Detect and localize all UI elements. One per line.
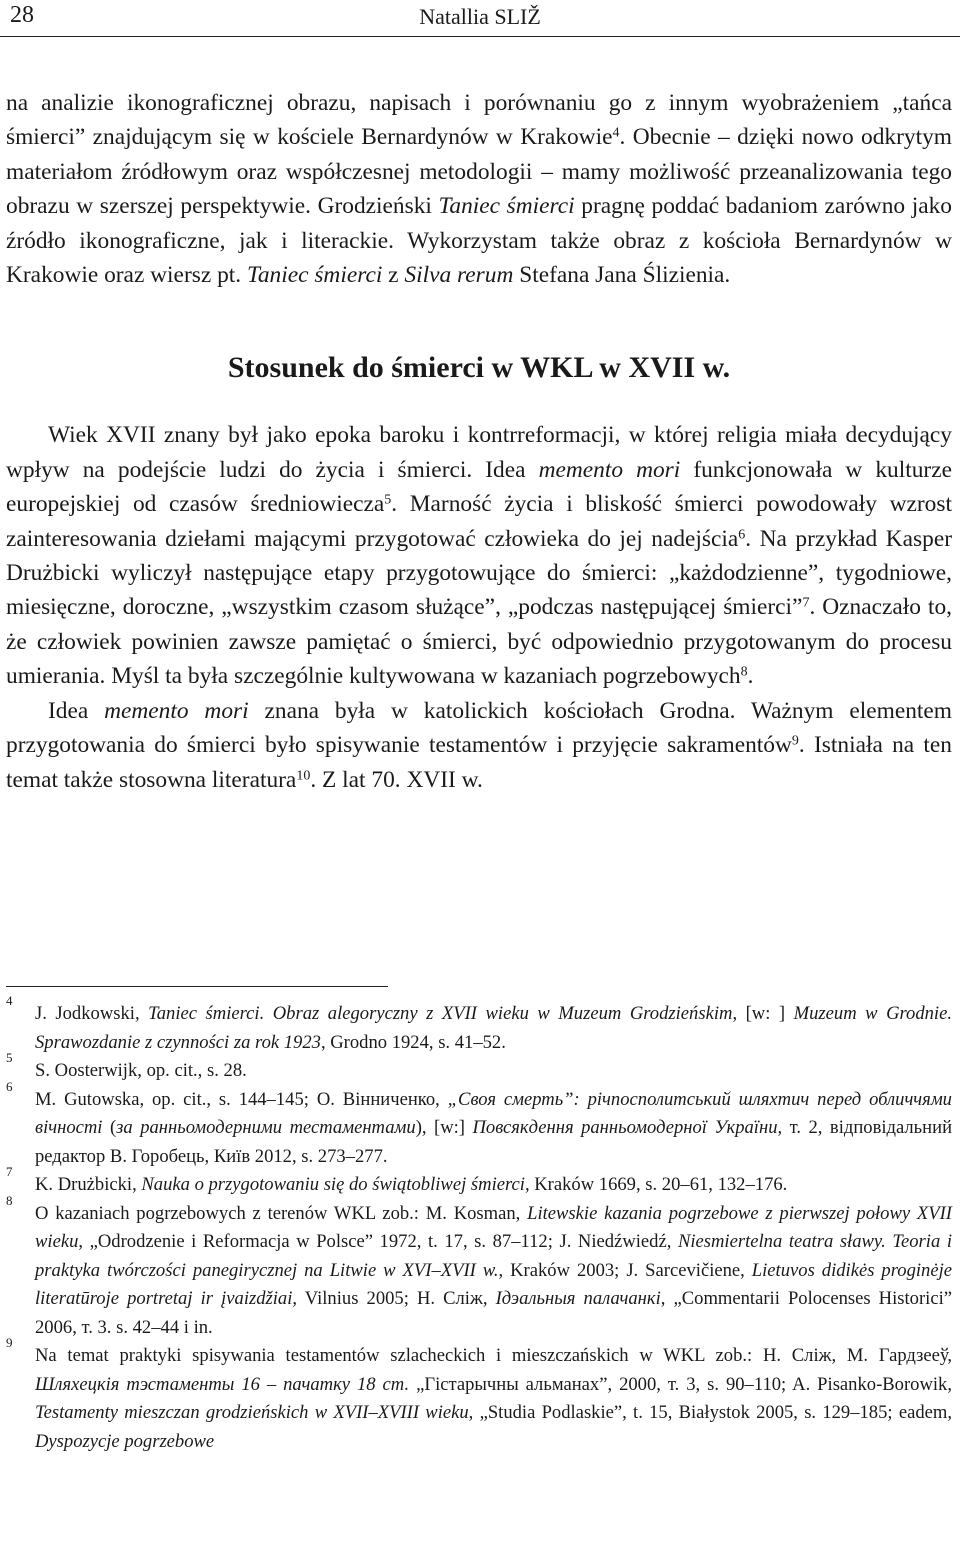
italic-title: Taniec śmierci — [438, 193, 575, 220]
text-run: , Vilnius 2005; Н. Сліж, — [292, 1288, 496, 1309]
footnote-ref: 5 — [384, 492, 392, 508]
text-run: O kazaniach pogrzebowych z terenów WKL zob.: M. Kosman, — [35, 1202, 528, 1224]
text-run: Na temat praktyki spisywania testamentów szlacheckich i mieszczańskich w WKL zob.: Н. Сліж, М. Гардзееў, — [35, 1345, 952, 1366]
text-run: „Гістарычны альманах”, 2000, т. 3, s. 90–110; A. Pisanko-Borowik, — [409, 1373, 952, 1395]
italic-title: Testamenty mieszczan grodzieńskich w XVII–XVIII wieku — [35, 1402, 469, 1423]
italic-title: Nauka o przygotowaniu się do świątobliwej śmierci — [141, 1174, 525, 1195]
paragraph-xvii-century — [6, 418, 952, 693]
text-run: Stefana Jana Ślizienia. — [513, 262, 731, 289]
text-run: ), [w:] — [415, 1117, 473, 1138]
footnote-ref: 8 — [740, 664, 748, 680]
paragraph-memento-mori — [6, 694, 952, 797]
text-run: , „Odrodzenie i Reformacja w Polsce” 1972, t. 17, s. 87–112; J. Niedźwiedź, — [78, 1231, 678, 1252]
text-run: . Istniała na ten temat także stosowna literatura — [6, 732, 952, 793]
footnotes — [6, 993, 953, 1456]
section-heading: Stosunek do śmierci w WKL w XVII w. — [227, 351, 731, 385]
text-run: Wiek XVII znany był jako epoka baroku i kontrreformacji, w której religia miała decydujący wpływ na podejście ludzi do życia i śmierci. Idea — [6, 422, 952, 483]
footnote-number: 7 — [6, 1164, 13, 1179]
text-run: . — [747, 663, 754, 690]
paragraph-intro — [6, 86, 952, 292]
footnote-ref: 4 — [612, 125, 620, 141]
text-run: J. Jodkowski, — [35, 1003, 149, 1024]
text-run: na analizie ikonograficznej obrazu, napisach i porównaniu go z innym wyobrażeniem „tańca śmierci” znajdującym się w kościele Bernardynów w Krakowie — [6, 90, 952, 151]
footnote-ref: 7 — [802, 595, 810, 611]
text-run: . Obecnie – dzięki nowo odkrytym materiałom źródłowym oraz współczesnej metodologii – mamy możliwość przeanalizowania tego obrazu w szerszej perspektywie. Grodzieński — [6, 124, 952, 220]
text-run: , „Commentarii Polocenses Historici” 2006, т. 3. s. 42–44 i in. — [35, 1288, 952, 1338]
italic-phrase: memento mori — [104, 697, 249, 724]
text-run: . Na przykład Kasper Drużbicki wyliczył następujące etapy przygotowujące do śmierci: „każdodzienne”, tygodniowe, miesięczne, doroczne, „wszystkim czasom służące”, „podczas następującej śmierci” — [6, 525, 952, 621]
text-run: znana była w katolickich kościołach Grodna. Ważnym elementem przygotowania do śmierci było spisywanie testamentów i przyjęcie sakramentów — [6, 697, 952, 759]
italic-title: Taniec śmierci. Obraz alegoryczny z XVII wieku w Muzeum Grodzieńskim — [148, 1003, 733, 1024]
text-run: Idea — [48, 697, 105, 724]
footnote-7 — [6, 1164, 952, 1200]
italic-phrase: memento mori — [538, 456, 681, 483]
italic-title: Niesmiertelna teatra sławy. Teoria i praktyka twórczości panegirycznej na Litwie w XVI–XVII w. — [35, 1231, 952, 1281]
footnote-number: 8 — [6, 1192, 13, 1208]
footnote-ref: 10 — [296, 767, 311, 783]
text-run: ( — [102, 1117, 117, 1138]
italic-title: Шляхецкія тэстаменты 16 – пачатку 18 ст. — [35, 1373, 410, 1395]
text-run: pragnę poddać badaniom zarówno jako źródło ikonograficzne, jak i literackie. Wykorzystam także obraz z kościoła Bernardynów w Krakowie oraz wiersz pt. — [6, 193, 952, 289]
footnote-number: 9 — [6, 1335, 13, 1350]
italic-title: за ранньомодерними тестаментами — [116, 1117, 416, 1138]
text-run: z — [382, 262, 405, 289]
italic-title: Taniec śmierci — [246, 262, 383, 289]
text-run: , Kraków 2003; J. Sarcevičiene, — [498, 1259, 752, 1281]
italic-title: „Своя смерть”: річпосполитський шляхтич перед обличчями вічності — [35, 1088, 952, 1138]
italic-title: Dyspozycje pogrzebowe — [35, 1430, 215, 1452]
text-run: . Oznaczało to, że człowiek powinien zawsze pamiętać o śmierci, być odpowiednio przygotowanym do procesu umierania. Myśl ta była szczególnie kultywowana w kazaniach pogrzebowych — [6, 594, 953, 690]
text-run: , Kraków 1669, s. 20–61, 132–176. — [524, 1174, 788, 1195]
running-head: Natallia SLIŽ — [419, 4, 541, 29]
text-run: . Marność życia i bliskość śmierci powodowały wzrost zainteresowania dziełami mającymi przygotować człowieka do jej nadejścia — [6, 491, 952, 552]
italic-title: Litewskie kazania pogrzebowe z pierwszej połowy XVII wieku — [35, 1202, 953, 1252]
italic-title: Ідэальныя палачанкі — [495, 1288, 661, 1309]
footnote-separator — [6, 986, 388, 987]
italic-title: Lietuvos didikės proginėje literatūroje portretaj ir įvaizdžiai — [35, 1259, 952, 1309]
text-run: M. Gutowska, op. cit., s. 144–145; О. Вінниченко, — [35, 1088, 448, 1110]
text-run: , „Studia Podlaskie”, t. 15, Białystok 2005, s. 129–185; eadem, — [468, 1402, 952, 1423]
text-run: , [w: ] — [732, 1003, 794, 1024]
text-run: , т. 2, відповідальний редактор В. Горобець, Київ 2012, s. 273–277. — [35, 1117, 953, 1167]
footnote-8 — [6, 1192, 953, 1343]
footnote-4 — [6, 993, 952, 1057]
italic-title: Повсякдення ранньомодерної України — [472, 1117, 778, 1138]
footnote-ref: 6 — [738, 526, 746, 542]
text-run: . Z lat 70. XVII w. — [310, 766, 483, 793]
footnote-number: 4 — [6, 993, 13, 1008]
text-run: funkcjonowała w kulturze europejskiej od czasów średniowiecza — [6, 456, 952, 518]
italic-title: Muzeum w Grodnie. Sprawozdanie z czynności za rok 1923 — [35, 1003, 952, 1053]
footnote-number: 6 — [6, 1078, 13, 1094]
text-run: , Grodno 1924, s. 41–52. — [320, 1031, 506, 1053]
footnote-6 — [6, 1078, 953, 1172]
footnote-9 — [6, 1335, 952, 1456]
text-run: S. Oosterwijk, op. cit., s. 28. — [35, 1060, 247, 1081]
page-number: 28 — [10, 2, 34, 28]
footnote-ref: 9 — [791, 733, 799, 749]
footnote-number: 5 — [6, 1050, 13, 1065]
text-run: K. Drużbicki, — [35, 1174, 142, 1195]
page-header — [0, 0, 960, 37]
italic-title: Silva rerum — [404, 262, 514, 289]
main-text — [6, 86, 952, 797]
footnote-5 — [6, 1050, 952, 1086]
